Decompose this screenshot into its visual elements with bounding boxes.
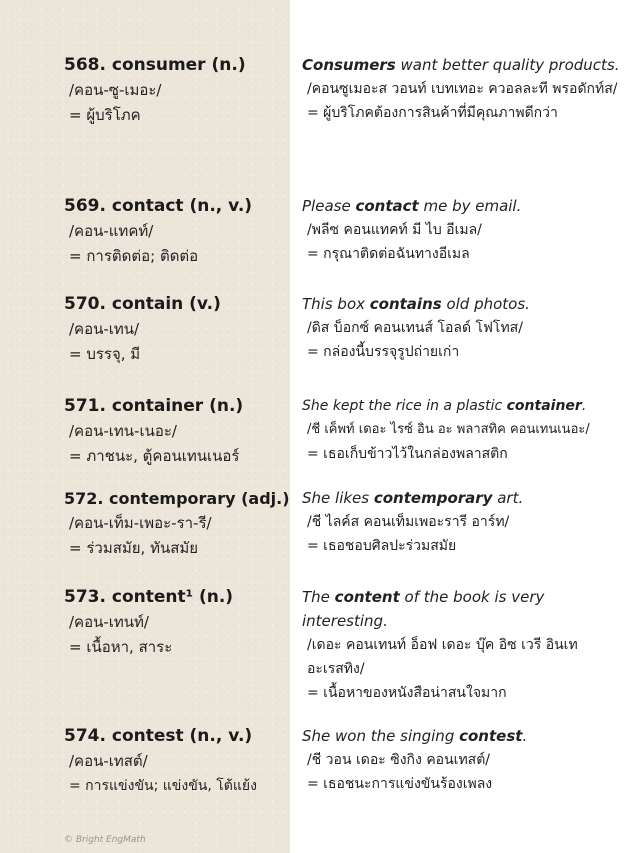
headword: 573. content¹ (n.) [64,587,234,607]
pronunciation: /คอน-ซู-เมอะ/ [69,81,162,99]
example-pronunciation: /คอนซูเมอะส วอนท์ เบทเทอะ ควอลละที พรอดักท์ส/ [307,81,618,97]
pronunciation: /คอน-เทนท์/ [69,613,149,631]
headword: 572. contemporary (adj.) [64,489,290,508]
meaning: = การแข่งขัน; แข่งขัน, โต้แย้ง [69,778,257,794]
sentence-before: She won the singing [302,727,460,745]
sentence-before: This box [302,295,370,313]
example-pronunciation: /ดิส บ็อกซ์ คอนเทนส์ โอลด์ โฟโทส/ [307,320,523,336]
sentence-keyword: contemporary [373,489,493,507]
sentence-after: . [522,727,528,745]
example-meaning: = กรุณาติดต่อฉันทางอีเมล [307,246,470,262]
sentence-keyword: container [506,398,582,414]
meaning: = ภาชนะ, ตู้คอนเทนเนอร์ [69,447,240,465]
meaning: = การติดต่อ; ติดต่อ [69,247,199,265]
example-column [302,486,634,558]
headword: 574. contest (n., v.) [64,726,253,746]
sentence-before: She likes [302,489,374,507]
example-pronunciation: /ชี เค็พท์ เดอะ ไรซ์ อิน อะ พลาสทิค คอนเทนเนอะ/ [307,422,590,437]
sentence-after: art. [492,489,524,507]
example-pronunciation: /พลีซ คอนแทคท์ มี ไบ อีเมล/ [307,222,482,238]
example-meaning: = เธอเก็บข้าวไว้ในกล่องพลาสติก [307,446,508,462]
example-meaning: = ผู้บริโภคต้องการสินค้าที่มีคุณภาพดีกว่า [307,105,558,121]
headword: 568. consumer (n.) [64,55,246,75]
example-sentence [302,53,634,77]
meaning: = เนื้อหา, สาระ [69,638,173,656]
footer-credit: © Bright EngMath [64,835,146,845]
example-column [302,292,634,364]
pronunciation: /คอน-แทคท์/ [69,222,154,240]
example-meaning: = เนื้อหาของหนังสือน่าสนใจมาก [307,685,507,701]
meaning: = ร่วมสมัย, ทันสมัย [69,539,199,557]
pronunciation: /คอน-เท็ม-เพอะ-รา-รี/ [69,514,212,532]
word-column [64,585,286,660]
headword: 571. container (n.) [64,396,244,416]
example-sentence [302,724,634,748]
word-column [64,486,290,561]
word-column [64,292,286,367]
meaning: = ผู้บริโภค [69,106,141,124]
example-column [302,53,634,125]
example-column [302,394,634,466]
word-column [64,724,286,799]
example-pronunciation: /ชี ไลค์ส คอนเท็มเพอะรารี อาร์ท/ [307,514,510,530]
meaning: = บรรจุ, มี [69,345,141,363]
word-column [64,194,286,269]
sentence-before: Please [302,197,356,215]
example-sentence [302,194,634,218]
sentence-after: want better quality products. [395,56,620,74]
sentence-after: of the book is very interesting. [302,588,545,630]
sentence-keyword: Consumers [302,56,396,74]
example-pronunciation: /ชี วอน เดอะ ซิงกิง คอนเทสต์/ [307,752,491,768]
example-column [302,194,634,266]
sentence-after: old photos. [441,295,530,313]
sentence-keyword: contact [355,197,419,215]
example-pronunciation: /เดอะ คอนเทนท์ อ็อฟ เดอะ บุ๊ค อิซ เวรี อินเทอะเรสทิง/ [307,637,578,677]
word-column [64,394,286,469]
sentence-after: . [581,398,587,414]
example-meaning: = เธอชอบศิลปะร่วมสมัย [307,538,457,554]
example-sentence [302,292,634,316]
headword: 569. contact (n., v.) [64,196,253,216]
sentence-keyword: contains [369,295,442,313]
sentence-keyword: contest [459,727,523,745]
example-meaning: = กล่องนี้บรรจุรูปถ่ายเก่า [307,344,460,360]
sentence-keyword: content [334,588,400,606]
example-column [302,724,634,796]
example-sentence [302,394,634,418]
pronunciation: /คอน-เทสต์/ [69,752,148,770]
example-meaning: = เธอชนะการแข่งขันร้องเพลง [307,776,493,792]
pronunciation: /คอน-เทน/ [69,320,140,338]
example-column [302,585,634,705]
word-column [64,53,286,128]
headword: 570. contain (v.) [64,294,221,314]
sentence-before: She kept the rice in a plastic [302,398,507,414]
pronunciation: /คอน-เทน-เนอะ/ [69,422,177,440]
example-sentence [302,585,634,633]
sentence-after: me by email. [418,197,522,215]
example-sentence [302,486,634,510]
sentence-before: The [302,588,335,606]
